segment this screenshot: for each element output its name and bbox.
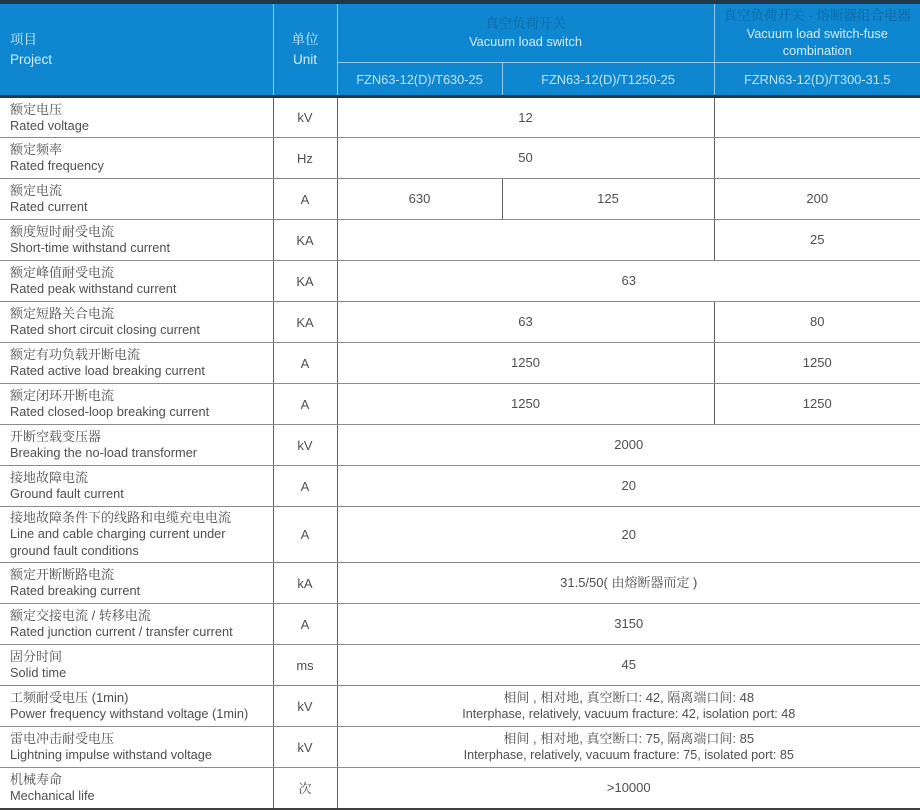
row-label-zh: 工频耐受电压 (1min) [10,689,267,706]
row-label-en: Power frequency withstand voltage (1min) [10,706,267,723]
row-value: 45 [337,645,920,686]
header-group-switch-fuse [714,2,920,63]
table-row [0,179,920,220]
value-line-en: Interphase, relatively, vacuum fracture: 75, isolated port: 85 [338,747,920,764]
row-label-en: Solid time [10,665,267,682]
group-fuse-title-zh: 真空负荷开关 - 熔断器组合电器 [721,7,915,26]
header-project-zh: 项目 [10,30,273,50]
row-value: 630 [337,179,502,220]
row-value: 31.5/50( 由熔断器而定 ) [337,563,920,604]
row-label-en: Rated current [10,199,267,216]
model-column-2: FZN63-12(D)/T1250-25 [502,63,714,97]
row-value: 20 [337,507,920,563]
row-label-en: Rated closed-loop breaking current [10,404,267,421]
table-row [0,727,920,768]
row-value: 1250 [337,343,714,384]
table-row [0,97,920,138]
row-label [0,138,273,179]
header-unit-cell [273,2,337,97]
row-label [0,466,273,507]
row-label-zh: 额定峰值耐受电流 [10,264,267,281]
row-label-en: Line and cable charging current under ground fault conditions [10,526,267,560]
row-unit: ms [273,645,337,686]
row-unit: A [273,179,337,220]
row-unit: KA [273,302,337,343]
row-unit: A [273,604,337,645]
row-label-en: Lightning impulse withstand voltage [10,747,267,764]
row-label-zh: 机械寿命 [10,771,267,788]
row-unit: 次 [273,768,337,809]
row-label [0,302,273,343]
row-label [0,686,273,727]
row-label-en: Rated junction current / transfer current [10,624,267,641]
row-label [0,425,273,466]
row-label-en: Rated short circuit closing current [10,322,267,339]
row-label-en: Ground fault current [10,486,267,503]
row-value [714,138,920,179]
row-unit: A [273,343,337,384]
row-label [0,507,273,563]
row-unit: Hz [273,138,337,179]
row-unit: KA [273,220,337,261]
row-label [0,727,273,768]
row-label-en: Rated frequency [10,158,267,175]
row-label-en: Rated voltage [10,118,267,135]
row-value: 12 [337,97,714,138]
row-label-zh: 额定有功负载开断电流 [10,346,267,363]
row-label [0,220,273,261]
row-label [0,97,273,138]
row-value: 50 [337,138,714,179]
table-row [0,466,920,507]
row-label-zh: 额定电压 [10,101,267,118]
row-value: 3150 [337,604,920,645]
table-row [0,768,920,809]
row-value: 125 [502,179,714,220]
row-label [0,343,273,384]
row-label-zh: 额度短时耐受电流 [10,223,267,240]
table-row [0,138,920,179]
header-group-row [0,2,920,63]
row-label-en: Breaking the no-load transformer [10,445,267,462]
header-project-cell [0,2,273,97]
spec-table-body [0,97,920,809]
row-label-en: Mechanical life [10,788,267,805]
row-value [337,220,714,261]
row-unit: kV [273,686,337,727]
model-column-3: FZRN63-12(D)/T300-31.5 [714,63,920,97]
table-row [0,686,920,727]
row-value [337,727,920,768]
row-label-zh: 额定交接电流 / 转移电流 [10,607,267,624]
table-row [0,384,920,425]
row-unit: kA [273,563,337,604]
row-label-zh: 固分时间 [10,648,267,665]
value-line-zh: 相间 , 相对地, 真空断口: 75, 隔离端口间: 85 [338,730,920,748]
table-row [0,261,920,302]
row-value: 200 [714,179,920,220]
header-group-vacuum-switch [337,2,714,63]
header-project-en: Project [10,50,273,70]
row-value: 63 [337,261,920,302]
row-value [714,97,920,138]
row-value: 2000 [337,425,920,466]
table-row [0,563,920,604]
row-unit: kV [273,425,337,466]
row-label-zh: 额定闭环开断电流 [10,387,267,404]
row-label [0,563,273,604]
row-value: 63 [337,302,714,343]
row-label-zh: 额定短路关合电流 [10,305,267,322]
value-line-en: Interphase, relatively, vacuum fracture: 42, isolation port: 48 [338,706,920,723]
row-unit: kV [273,97,337,138]
header-unit-en: Unit [274,50,337,70]
row-value [337,686,920,727]
header-unit-zh: 单位 [274,30,337,50]
row-label [0,604,273,645]
row-label [0,645,273,686]
row-label-en: Rated breaking current [10,583,267,600]
row-unit: A [273,507,337,563]
row-label-zh: 接地故障电流 [10,469,267,486]
row-label-zh: 额定开断断路电流 [10,566,267,583]
group-switch-title-zh: 真空负荷开关 [344,15,708,34]
row-label-zh: 额定电流 [10,182,267,199]
table-row [0,604,920,645]
table-row [0,645,920,686]
row-value: 20 [337,466,920,507]
row-label-en: Rated active load breaking current [10,363,267,380]
row-value: >10000 [337,768,920,809]
row-label [0,384,273,425]
table-row [0,302,920,343]
group-switch-title-en: Vacuum load switch [344,34,708,51]
model-column-1: FZN63-12(D)/T630-25 [337,63,502,97]
value-line-zh: 相间 , 相对地, 真空断口: 42, 隔离端口间: 48 [338,689,920,707]
table-row [0,425,920,466]
row-value: 1250 [714,384,920,425]
row-label-zh: 接地故障条件下的线路和电缆充电电流 [10,509,267,526]
row-label-en: Short-time withstand current [10,240,267,257]
row-unit: kV [273,727,337,768]
row-label [0,179,273,220]
table-row [0,343,920,384]
row-label [0,261,273,302]
row-label-zh: 额定频率 [10,141,267,158]
row-value: 25 [714,220,920,261]
row-unit: A [273,466,337,507]
group-fuse-title-en: Vacuum load switch-fuse combination [721,26,915,59]
row-label-zh: 开断空载变压器 [10,428,267,445]
spec-table-header [0,2,920,97]
row-value: 1250 [714,343,920,384]
table-row [0,507,920,563]
row-label [0,768,273,809]
row-label-zh: 雷电冲击耐受电压 [10,730,267,747]
row-unit: KA [273,261,337,302]
row-value: 1250 [337,384,714,425]
row-label-en: Rated peak withstand current [10,281,267,298]
row-value: 80 [714,302,920,343]
row-unit: A [273,384,337,425]
table-row [0,220,920,261]
